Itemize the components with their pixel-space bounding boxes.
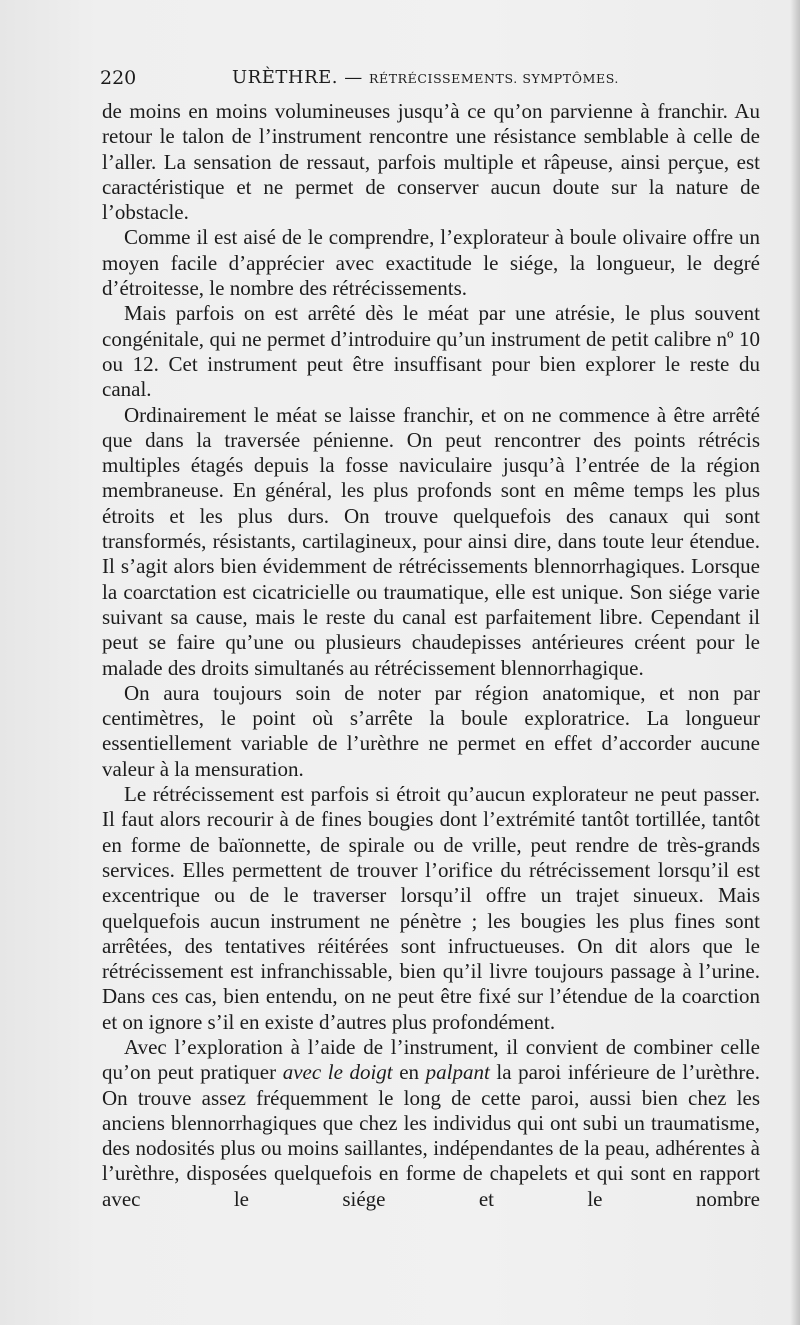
italic-run: avec le doigt xyxy=(282,1060,393,1085)
paragraph: Comme il est aisé de le comprendre, l’explorateur à boule olivaire offre un moyen facile d’apprécier avec exactitude le siége, la longueur, le degré d’étroitesse, le nombre des rétrécissements. xyxy=(102,225,760,301)
paragraph-last xyxy=(102,1035,760,1212)
paragraph: Le rétrécissement est parfois si étroit qu’aucun explorateur ne peut passer. Il faut alors recourir à de fines bougies dont l’extrémité tantôt tortillée, tantôt en forme de baïonnette, de spirale ou de vrille, peut rendre de très-grands services. Elles permettent de trouver l’orifice du rétrécissement lorsqu’il est excentrique ou de le traverser lorsqu’il offre un trajet sinueux. Mais quelquefois aucun instrument ne pénètre ; les bougies les plus fines sont arrêtées, des tentatives réitérées sont infructueuses. On dit alors que le rétrécissement est infranchissable, bien qu’il livre toujours passage à l’urine. Dans ces cas, bien entendu, on ne peut être fixé sur l’étendue de la coarction et on ignore s’il en existe d’autres plus profondément. xyxy=(102,782,760,1034)
page-edge-shadow xyxy=(790,0,800,1325)
paragraph: Ordinairement le méat se laisse franchir, et on ne commence à être arrêté que dans la traversée pénienne. On peut rencontrer des points rétrécis multiples étagés depuis la fosse naviculaire jusqu’à l’entrée de la région membraneuse. En général, les plus profonds sont en même temps les plus étroits et les plus durs. On trouve quelquefois des canaux qui sont transformés, résistants, cartilagineux, pour ainsi dire, dans toute leur étendue. Il s’agit alors bien évidemment de rétrécissements blennorrhagiques. Lorsque la coarctation est cicatricielle ou traumatique, elle est unique. Son siége varie suivant sa cause, mais le reste du canal est parfaitement libre. Cependant il peut se faire qu’une ou plusieurs chaudepisses antérieures créent pour le malade des droits simultanés au rétrécissement blennorrhagique. xyxy=(102,402,760,680)
running-title xyxy=(232,64,619,93)
text-run: la paroi inférieure de l’urèthre. On trouve assez fréquemment le long de cette paroi, aussi bien chez les anciens blennorrhagiques que chez les individus qui ont subi un traumatisme, des nodosités plus ou moins saillantes, indépendantes de la peau, adhérentes à l’urèthre, disposées quelquefois en forme de chapelets et qui sont en rapport avec le siége et le nombre xyxy=(102,1060,760,1211)
text-run: Avec l’exploration à l’aide de l’instrument, il convient de combiner celle qu’on peut pratiquer xyxy=(102,1034,760,1085)
italic-run: palpant xyxy=(425,1060,490,1085)
header-dash: — xyxy=(344,67,363,88)
paragraph: On aura toujours soin de noter par région anatomique, et non par centimètres, le point où s’arrête la boule exploratrice. La longueur essentiellement variable de l’urèthre ne permet en effet d’accorder aucune valeur à la mensuration. xyxy=(102,680,760,781)
section-subtitle: RÉTRÉCISSEMENTS. SYMPTÔMES. xyxy=(368,71,619,86)
text-run: en xyxy=(392,1060,426,1085)
running-header xyxy=(100,64,760,92)
page-number: 220 xyxy=(100,67,137,89)
body-text xyxy=(102,99,760,1212)
paragraph: Mais parfois on est arrêté dès le méat par une atrésie, le plus souvent congénitale, qui ne permet d’introduire qu’un instrument de petit calibre nº 10 ou 12. Cet instrument peut être insuffisant pour bien explorer le reste du canal. xyxy=(102,301,760,402)
section-title: URÈTHRE. xyxy=(232,67,338,88)
paragraph: de moins en moins volumineuses jusqu’à ce qu’on parvienne à franchir. Au retour le talon de l’instrument rencontre une résistance semblable à celle de l’aller. La sensation de ressaut, parfois multiple et râpeuse, ainsi perçue, est caractéristique et ne permet de conserver aucun doute sur la nature de l’obstacle. xyxy=(102,99,760,225)
